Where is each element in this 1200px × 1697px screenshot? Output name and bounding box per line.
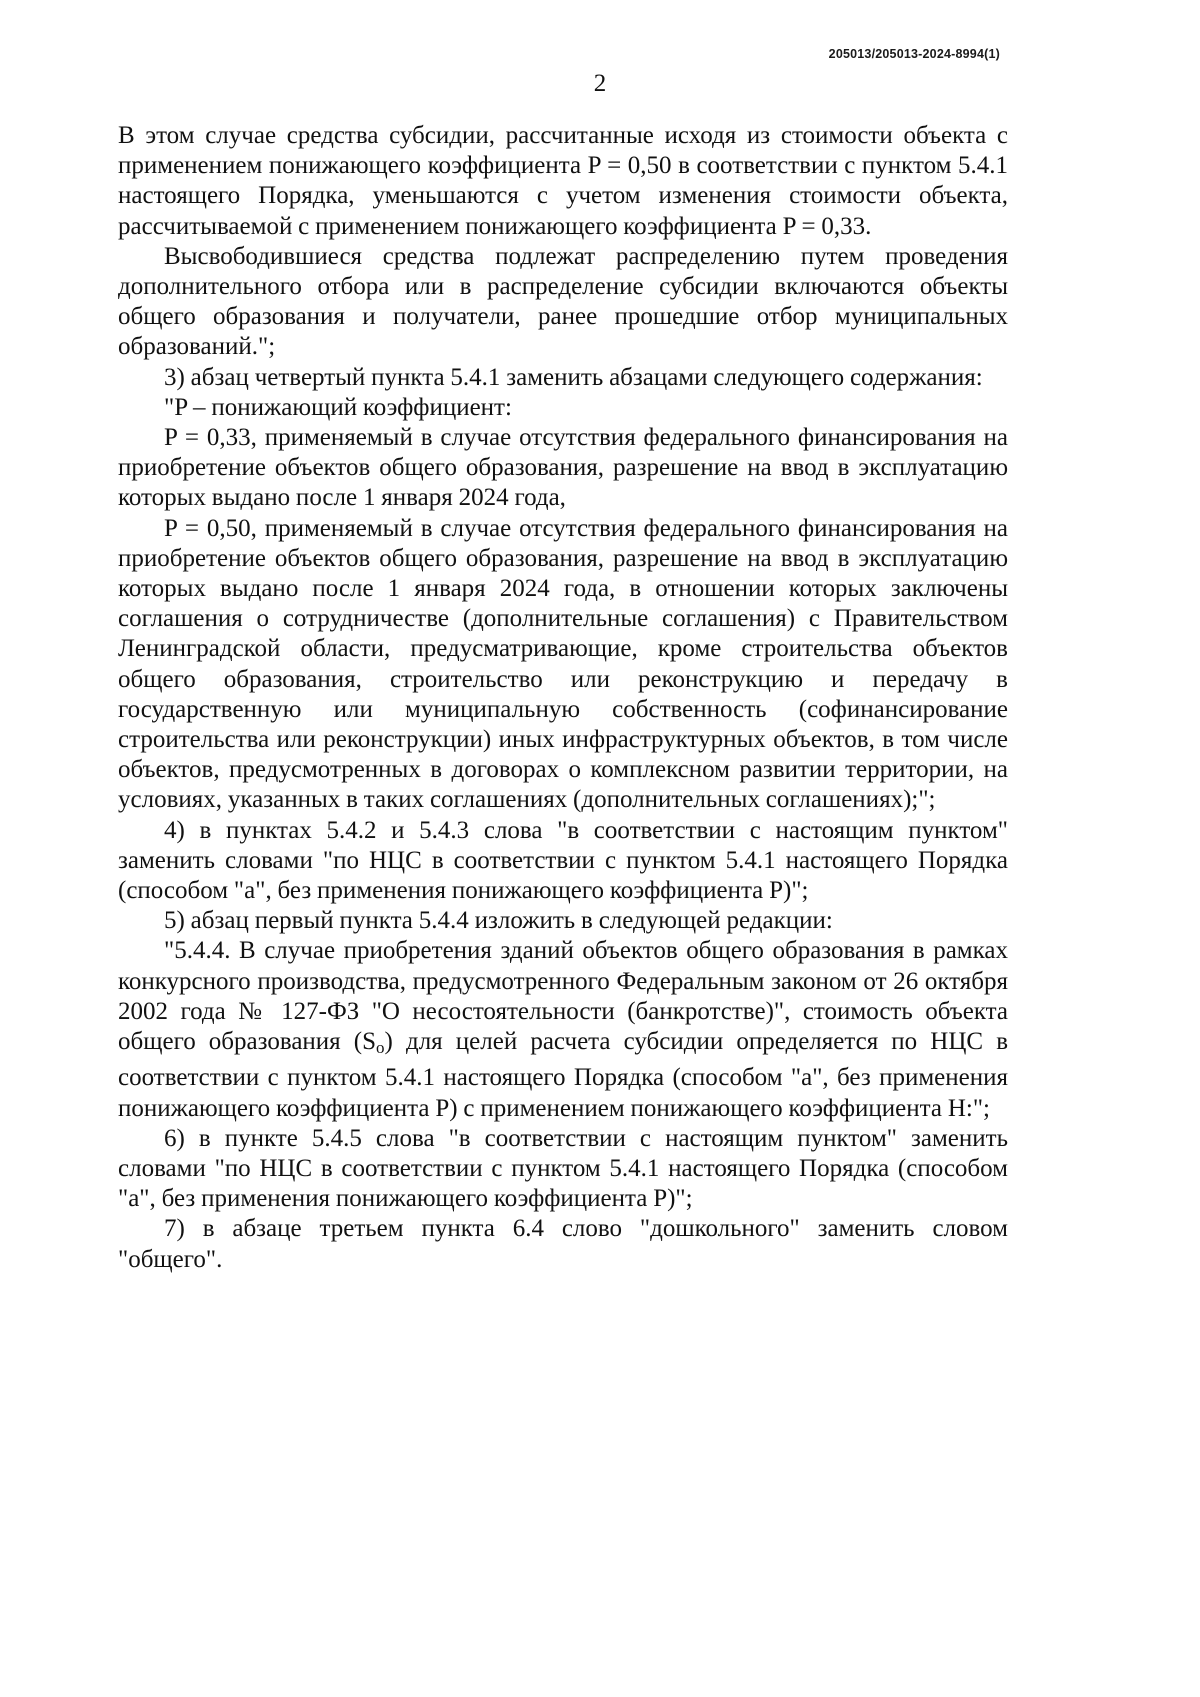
paragraph-5-4-4 <box>118 936 1008 1123</box>
paragraph-item-7: 7) в абзаце третьем пункта 6.4 слово "дошкольного" заменить словом "общего". <box>118 1215 1008 1273</box>
paragraph-5-4-4-text-start: "5.4.4. В случае приобретения зданий объектов общего образования в рамках конкурсного производства, предусмотренного Федеральным законом от 26 октября 2002 года № 127-ФЗ "О несостоятельности (банкротстве)", стоимость объекта общего образования (S <box>118 937 1008 1056</box>
paragraph-coefficient-definition: "P – понижающий коэффициент: <box>164 393 512 421</box>
document-registration-number: 205013/205013-2024-8994(1) <box>828 47 1000 61</box>
paragraph-item-4: 4) в пунктах 5.4.2 и 5.4.3 слова "в соответствии с настоящим пунктом" заменить словами "по НЦС в соответствии с пунктом 5.4.1 настоящего Порядка (способом "а", без применения понижающего коэффициента P)"; <box>118 816 1008 905</box>
paragraph-item-6: 6) в пункте 5.4.5 слова "в соответствии с настоящим пунктом" заменить словами "по НЦС в соответствии с пунктом 5.4.1 настоящего Порядка (способом "а", без применения понижающего коэффициента P)"; <box>118 1124 1008 1213</box>
paragraph-item-3: 3) абзац четвертый пункта 5.4.1 заменить абзацами следующего содержания: <box>164 363 983 391</box>
document-body <box>118 121 1008 1275</box>
paragraph-item-5: 5) абзац первый пункта 5.4.4 изложить в следующей редакции: <box>164 907 833 935</box>
paragraph-subsidy-reduction: В этом случае средства субсидии, рассчитанные исходя из стоимости объекта с применением понижающего коэффициента P = 0,50 в соответствии с пунктом 5.4.1 настоящего Порядка, уменьшаются с учетом изменения стоимости объекта, рассчитываемой с применением понижающего коэффициента P = 0,33. <box>118 122 1008 240</box>
page-number: 2 <box>593 70 607 97</box>
paragraph-5-4-4-text-end: ) для целей расчета субсидии определяется по НЦС в соответствии с пунктом 5.4.1 настоящего Порядка (способом "а", без применения понижающего коэффициента P) с применением понижающего коэффициента H:"; <box>118 1028 1008 1122</box>
paragraph-coefficient-033: P = 0,33, применяемый в случае отсутствия федерального финансирования на приобретение объектов общего образования, разрешение на ввод в эксплуатацию которых выдано после 1 января 2024 года, <box>118 424 1008 512</box>
paragraph-released-funds: Высвободившиеся средства подлежат распределению путем проведения дополнительного отбора или в распределение субсидии включаются объекты общего образования и получатели, ранее прошедшие отбор муниципальных образований."; <box>118 242 1008 361</box>
paragraph-coefficient-050: P = 0,50, применяемый в случае отсутствия федерального финансирования на приобретение объектов общего образования, разрешение на ввод в эксплуатацию которых выдано после 1 января 2024 года, в отношении которых заключены соглашения о сотрудничестве (дополнительные соглашения) с Правительством Ленинградской области, предусматривающие, кроме строительства объектов общего образования, строительство или реконструкцию и передачу в государственную или муниципальную собственность (софинансирование строительства или реконструкции) иных инфраструктурных объектов, в том числе объектов, предусмотренных в договорах о комплексном развитии территории, на условиях, указанных в таких соглашениях (дополнительных соглашениях);"; <box>118 514 1008 814</box>
subscript-o: o <box>376 1038 385 1058</box>
